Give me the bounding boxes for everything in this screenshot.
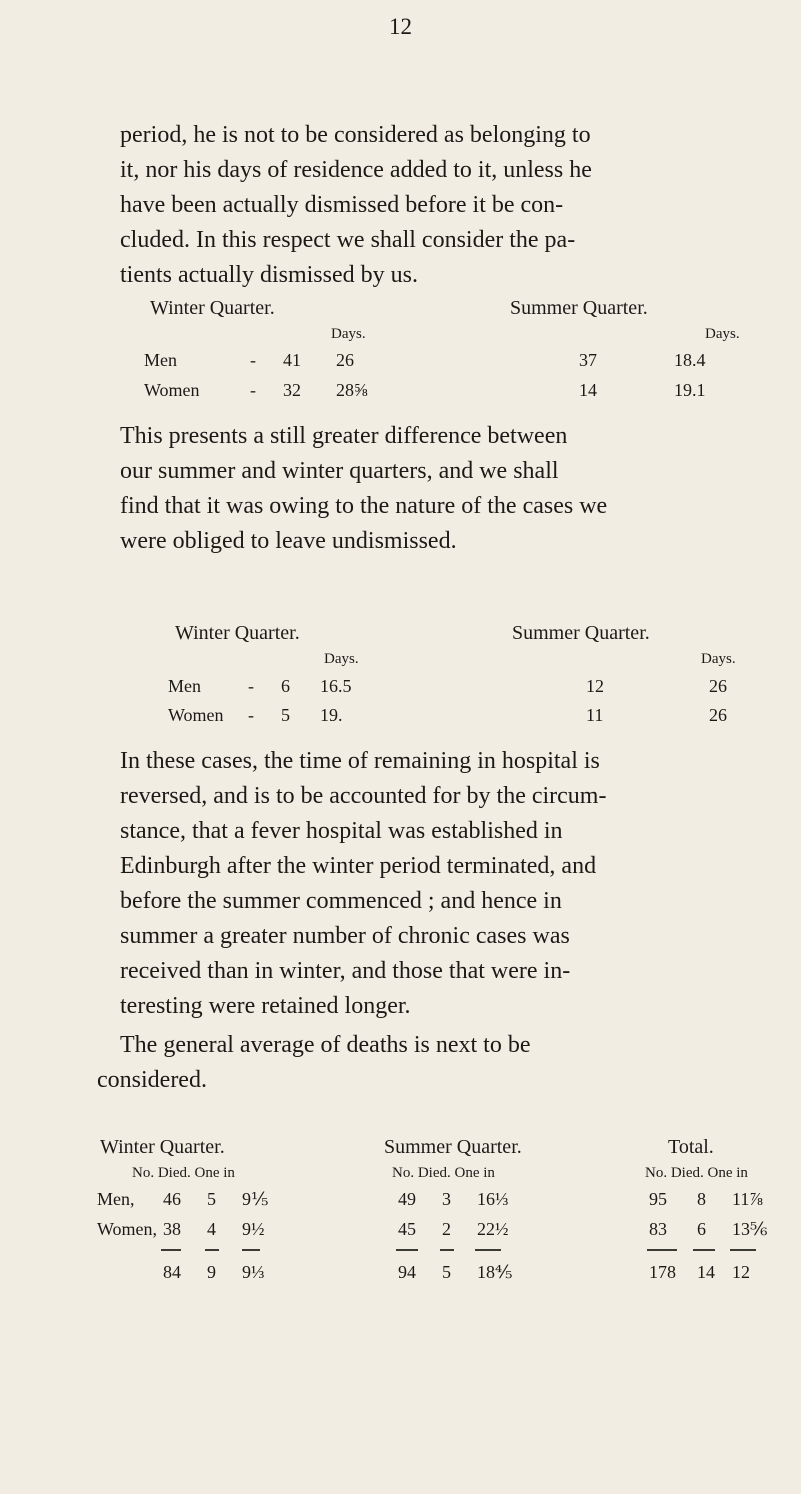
table-cell: 38 [163, 1219, 181, 1239]
text-line: were obliged to leave undismissed. [120, 528, 457, 554]
table-cell: 46 [163, 1189, 181, 1209]
table-cell: 9⅕ [242, 1189, 269, 1209]
table-cell: 26 [709, 676, 727, 696]
table-cell: 32 [283, 380, 301, 400]
winter-quarter-header: Winter Quarter. [150, 297, 275, 319]
table-cell: 83 [649, 1219, 667, 1239]
winter-quarter-header: Winter Quarter. [175, 622, 300, 644]
table-cell: 2 [442, 1219, 451, 1239]
text-line: Edinburgh after the winter period terminated, and [120, 853, 597, 879]
table-cell: 5 [207, 1189, 216, 1209]
text-line: The general average of deaths is next to be [120, 1032, 531, 1058]
table-cell: 11⅞ [732, 1189, 763, 1209]
row-label: Men [144, 350, 177, 370]
summer-quarter-header: Summer Quarter. [512, 622, 650, 644]
table-cell: 28⅝ [336, 380, 368, 400]
total-rule [396, 1249, 418, 1251]
table-cell: 8 [697, 1189, 706, 1209]
table-cell: 12 [586, 676, 604, 696]
row-dash: - [250, 380, 256, 400]
table-cell: 14 [579, 380, 597, 400]
text-line: period, he is not to be considered as belonging to [120, 122, 591, 148]
text-line: our summer and winter quarters, and we shall [120, 458, 559, 484]
table-cell: 16⅓ [477, 1189, 509, 1209]
winter-quarter-header: Winter Quarter. [100, 1136, 225, 1158]
table-cell: 95 [649, 1189, 667, 1209]
text-line: received than in winter, and those that were in- [120, 958, 571, 984]
table-cell: 6 [281, 676, 290, 696]
total-rule [161, 1249, 181, 1251]
total-rule [647, 1249, 677, 1251]
text-line: stance, that a fever hospital was established in [120, 818, 563, 844]
table-cell: 5 [442, 1262, 451, 1282]
paragraph-3 [120, 744, 770, 1024]
table-cell: 9 [207, 1262, 216, 1282]
paragraph-4 [97, 1028, 770, 1098]
days-label: Days. [701, 651, 736, 667]
row-label: Women [144, 380, 200, 400]
total-rule [205, 1249, 219, 1251]
days-label: Days. [331, 326, 366, 342]
table-cell: 3 [442, 1189, 451, 1209]
row-dash: - [250, 350, 256, 370]
table-cell: 6 [697, 1219, 706, 1239]
table-cell: 22½ [477, 1219, 509, 1239]
row-label: Men, [97, 1189, 135, 1209]
table-cell: 9⅓ [242, 1262, 265, 1282]
table-cell: 5 [281, 705, 290, 725]
table-cell: 4 [207, 1219, 216, 1239]
row-label: Women [168, 705, 224, 725]
table-cell: 19. [320, 705, 343, 725]
page-number: 12 [389, 14, 412, 39]
days-label: Days. [324, 651, 359, 667]
table-cell: 12 [732, 1262, 750, 1282]
text-line: it, nor his days of residence added to it, unless he [120, 157, 592, 183]
total-rule [242, 1249, 260, 1251]
table-cell: 41 [283, 350, 301, 370]
table-cell: 19.1 [674, 380, 706, 400]
row-dash: - [248, 676, 254, 696]
total-rule [475, 1249, 501, 1251]
table-cell: 49 [398, 1189, 416, 1209]
table-cell: 9½ [242, 1219, 265, 1239]
paragraph-2 [120, 419, 770, 559]
text-line: considered. [97, 1067, 207, 1093]
total-header: Total. [668, 1136, 714, 1158]
total-rule [730, 1249, 756, 1251]
text-line: find that it was owing to the nature of the cases we [120, 493, 608, 519]
row-label: Women, [97, 1219, 158, 1239]
table-cell: 18.4 [674, 350, 706, 370]
text-line: before the summer commenced ; and hence in [120, 888, 562, 914]
column-labels: No. Died. One in [132, 1165, 235, 1181]
total-rule [440, 1249, 454, 1251]
table-cell: 26 [709, 705, 727, 725]
text-line: This presents a still greater difference between [120, 423, 568, 449]
text-line: have been actually dismissed before it be con- [120, 192, 564, 218]
paragraph-1 [120, 118, 770, 293]
table-cell: 37 [579, 350, 597, 370]
column-labels: No. Died. One in [645, 1165, 748, 1181]
table-cell: 14 [697, 1262, 715, 1282]
table-cell: 26 [336, 350, 354, 370]
table-cell: 11 [586, 705, 604, 725]
table-cell: 13⅚ [732, 1219, 768, 1239]
table-cell: 16.5 [320, 676, 352, 696]
row-label: Men [168, 676, 201, 696]
table-cell: 18⅘ [477, 1262, 513, 1282]
total-rule [693, 1249, 715, 1251]
table-cell: 84 [163, 1262, 181, 1282]
text-line: tients actually dismissed by us. [120, 262, 418, 288]
text-line: reversed, and is to be accounted for by the circum- [120, 783, 607, 809]
days-label: Days. [705, 326, 740, 342]
table-cell: 94 [398, 1262, 416, 1282]
text-line: cluded. In this respect we shall consider the pa- [120, 227, 576, 253]
table-cell: 178 [649, 1262, 676, 1282]
summer-quarter-header: Summer Quarter. [510, 297, 648, 319]
summer-quarter-header: Summer Quarter. [384, 1136, 522, 1158]
table-cell: 45 [398, 1219, 416, 1239]
text-line: teresting were retained longer. [120, 993, 411, 1019]
column-labels: No. Died. One in [392, 1165, 495, 1181]
text-line: In these cases, the time of remaining in hospital is [120, 748, 600, 774]
text-line: summer a greater number of chronic cases was [120, 923, 570, 949]
row-dash: - [248, 705, 254, 725]
